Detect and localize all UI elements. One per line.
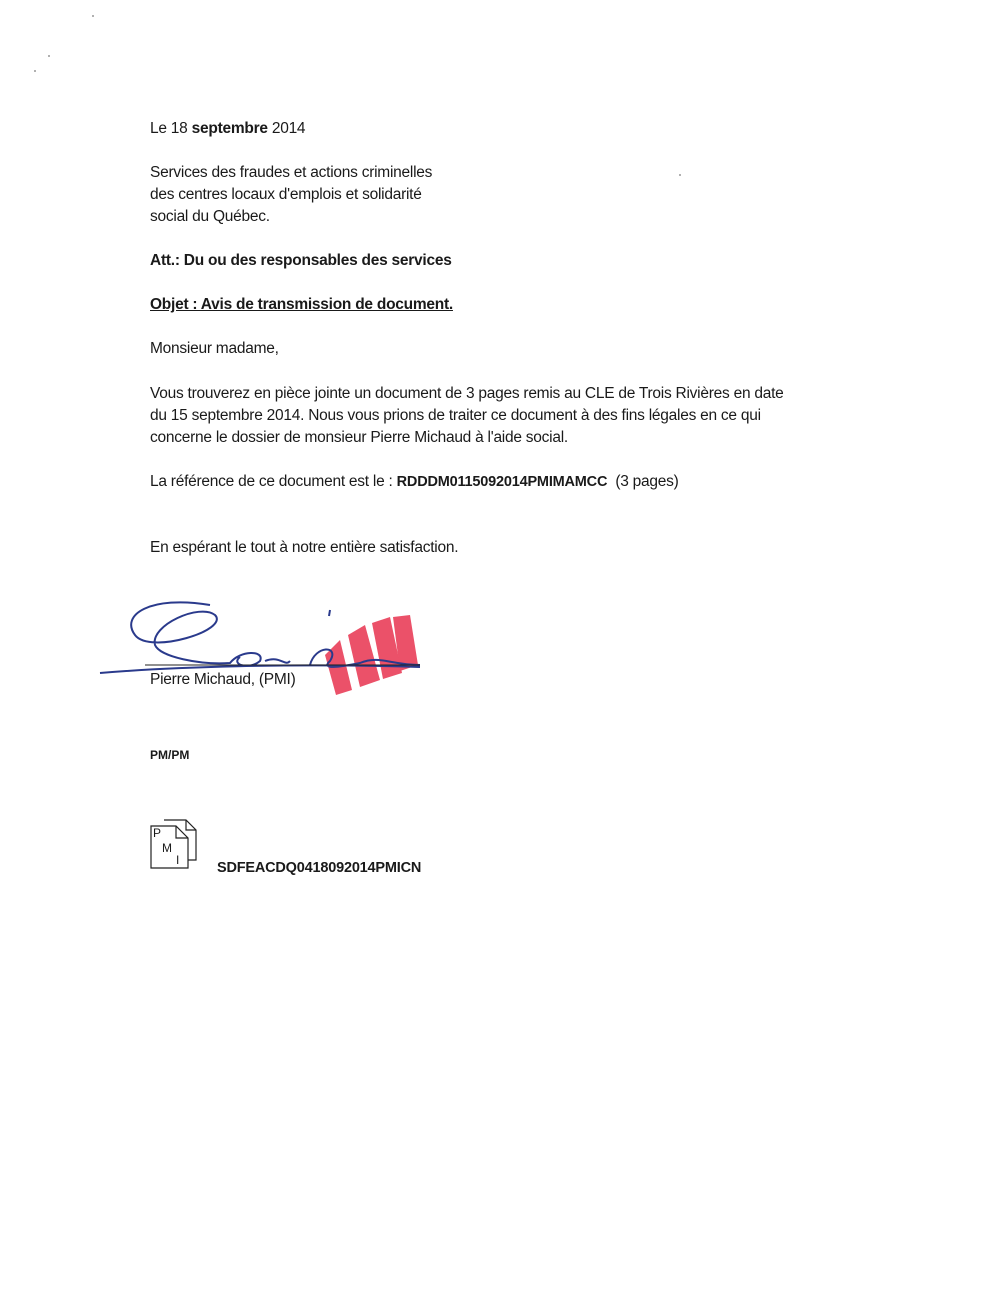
red-stamp-mark	[325, 615, 418, 695]
salutation: Monsieur madame,	[150, 340, 279, 357]
scan-speck	[679, 174, 681, 176]
reference-line	[150, 472, 679, 492]
closing-line: En espérant le tout à notre entière satisfaction.	[150, 539, 459, 556]
recipient-line: social du Québec.	[150, 208, 270, 225]
subject-line: Objet : Avis de transmission de document.	[150, 296, 453, 313]
date-day: Le 18	[150, 120, 192, 137]
pmi-logo-icon	[150, 818, 198, 870]
document-code: SDFEACDQ0418092014PMICN	[217, 860, 422, 876]
reference-pages: (3 pages)	[607, 473, 679, 490]
reference-code: RDDDM0115092014PMIMAMCC	[396, 474, 608, 490]
recipient-line: des centres locaux d'emplois et solidarité	[150, 186, 422, 203]
signature-name: Pierre Michaud, (PMI)	[150, 671, 296, 688]
scan-speck	[34, 70, 36, 72]
initials: PM/PM	[150, 748, 190, 762]
recipient-line: Services des fraudes et actions criminelles	[150, 164, 433, 181]
letter-date	[150, 119, 305, 139]
attention-label: Att.:	[150, 252, 180, 269]
attention-text: Du ou des responsables des services	[179, 252, 452, 269]
reference-prefix: La référence de ce document est le :	[150, 473, 397, 490]
body-line: du 15 septembre 2014. Nous vous prions de traiter ce document à des fins légales en ce qui	[150, 407, 761, 424]
logo-letter: I	[176, 853, 180, 867]
attention-line	[150, 251, 452, 271]
scan-speck	[48, 55, 50, 57]
body-line: Vous trouverez en pièce jointe un document de 3 pages remis au CLE de Trois Rivières en date	[150, 385, 784, 402]
date-year: 2014	[267, 120, 306, 137]
scan-speck	[92, 15, 94, 17]
date-month: septembre	[191, 120, 268, 137]
body-line: concerne le dossier de monsieur Pierre Michaud à l'aide social.	[150, 429, 568, 446]
logo-letter: M	[162, 841, 172, 855]
logo-letter: P	[153, 826, 162, 840]
